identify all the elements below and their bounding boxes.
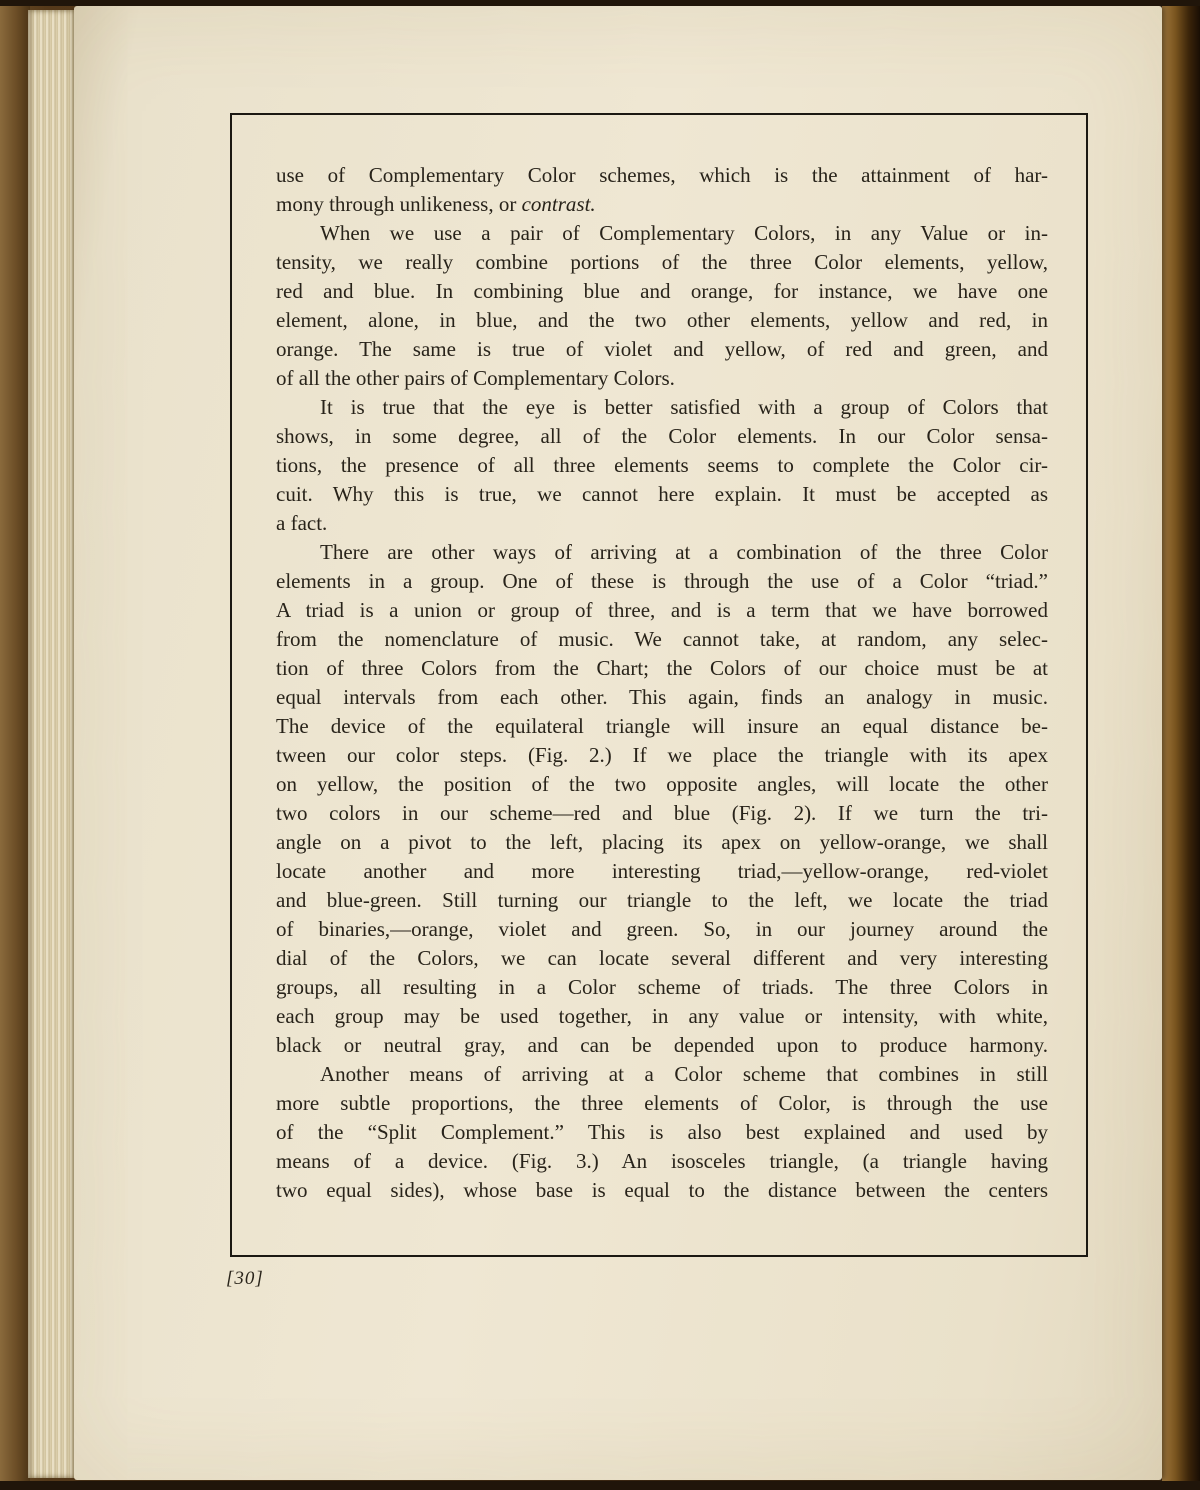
text-line: means of a device. (Fig. 3.) An isosceles triangle, (a triangle having [276,1149,1048,1173]
text-line: more subtle proportions, the three elements of Color, is through the use [276,1091,1048,1115]
text-block [276,161,1048,1205]
text-line: of all the other pairs of Complementary Colors. [276,366,675,390]
text-line: locate another and more interesting triad,—yellow-orange, red-violet [276,859,1048,883]
text-line: A triad is a union or group of three, and is a term that we have borrowed [276,598,1048,622]
text-line: There are other ways of arriving at a combination of the three Color [320,540,1048,564]
page-edges [28,10,78,1478]
paragraph [276,1060,1048,1205]
page-number: [30] [226,1268,264,1289]
text-line: When we use a pair of Complementary Colors, in any Value or in- [320,221,1048,245]
text-line: element, alone, in blue, and the two other elements, yellow and red, in [276,308,1048,332]
book-cover-right [1162,0,1200,1490]
paragraph [276,538,1048,1060]
plain-text: mony through unlikeness, or [276,192,522,216]
italic-text: contrast. [521,192,596,216]
text-line: black or neutral gray, and can be depended upon to produce harmony. [276,1033,1048,1057]
text-line: and blue-green. Still turning our triangle to the left, we locate the triad [276,888,1048,912]
text-line [276,190,1048,219]
photo-edge-bottom [0,1481,1200,1490]
text-line: tion of three Colors from the Chart; the Colors of our choice must be at [276,656,1048,680]
text-line: The device of the equilateral triangle will insure an equal distance be- [276,714,1048,738]
text-line: each group may be used together, in any value or intensity, with white, [276,1004,1048,1028]
text-line: cuit. Why this is true, we cannot here explain. It must be accepted as [276,482,1048,506]
text-line: dial of the Colors, we can locate several different and very interesting [276,946,1048,970]
text-line: It is true that the eye is better satisfied with a group of Colors that [320,395,1048,419]
text-line: tions, the presence of all three elements seems to complete the Color cir- [276,453,1048,477]
text-line: Another means of arriving at a Color scheme that combines in still [320,1062,1048,1086]
text-line: from the nomenclature of music. We cannot take, at random, any selec- [276,627,1048,651]
photo-edge-top [0,0,1200,6]
text-line: two equal sides), whose base is equal to the distance between the centers [276,1178,1048,1202]
text-line: elements in a group. One of these is through the use of a Color “triad.” [276,569,1048,593]
text-line: a fact. [276,511,328,535]
text-line: use of Complementary Color schemes, which is the attainment of har- [276,163,1048,187]
text-line: shows, in some degree, all of the Color elements. In our Color sensa- [276,424,1048,448]
text-line: groups, all resulting in a Color scheme of triads. The three Colors in [276,975,1048,999]
paragraph [276,219,1048,393]
text-line: red and blue. In combining blue and orange, for instance, we have one [276,279,1048,303]
text-line: of the “Split Complement.” This is also best explained and used by [276,1120,1048,1144]
text-line: on yellow, the position of the two opposite angles, will locate the other [276,772,1048,796]
text-frame [230,113,1088,1257]
text-line: tensity, we really combine portions of the three Color elements, yellow, [276,250,1048,274]
text-line: two colors in our scheme—red and blue (Fig. 2). If we turn the tri- [276,801,1048,825]
text-line: orange. The same is true of violet and yellow, of red and green, and [276,337,1048,361]
text-line: of binaries,—orange, violet and green. So, in our journey around the [276,917,1048,941]
paragraph [276,393,1048,538]
book-cover-left [0,0,30,1490]
paragraph [276,161,1048,219]
text-line: angle on a pivot to the left, placing its apex on yellow-orange, we shall [276,830,1048,854]
text-line: equal intervals from each other. This again, finds an analogy in music. [276,685,1048,709]
text-line: tween our color steps. (Fig. 2.) If we place the triangle with its apex [276,743,1048,767]
book-page [74,6,1162,1480]
